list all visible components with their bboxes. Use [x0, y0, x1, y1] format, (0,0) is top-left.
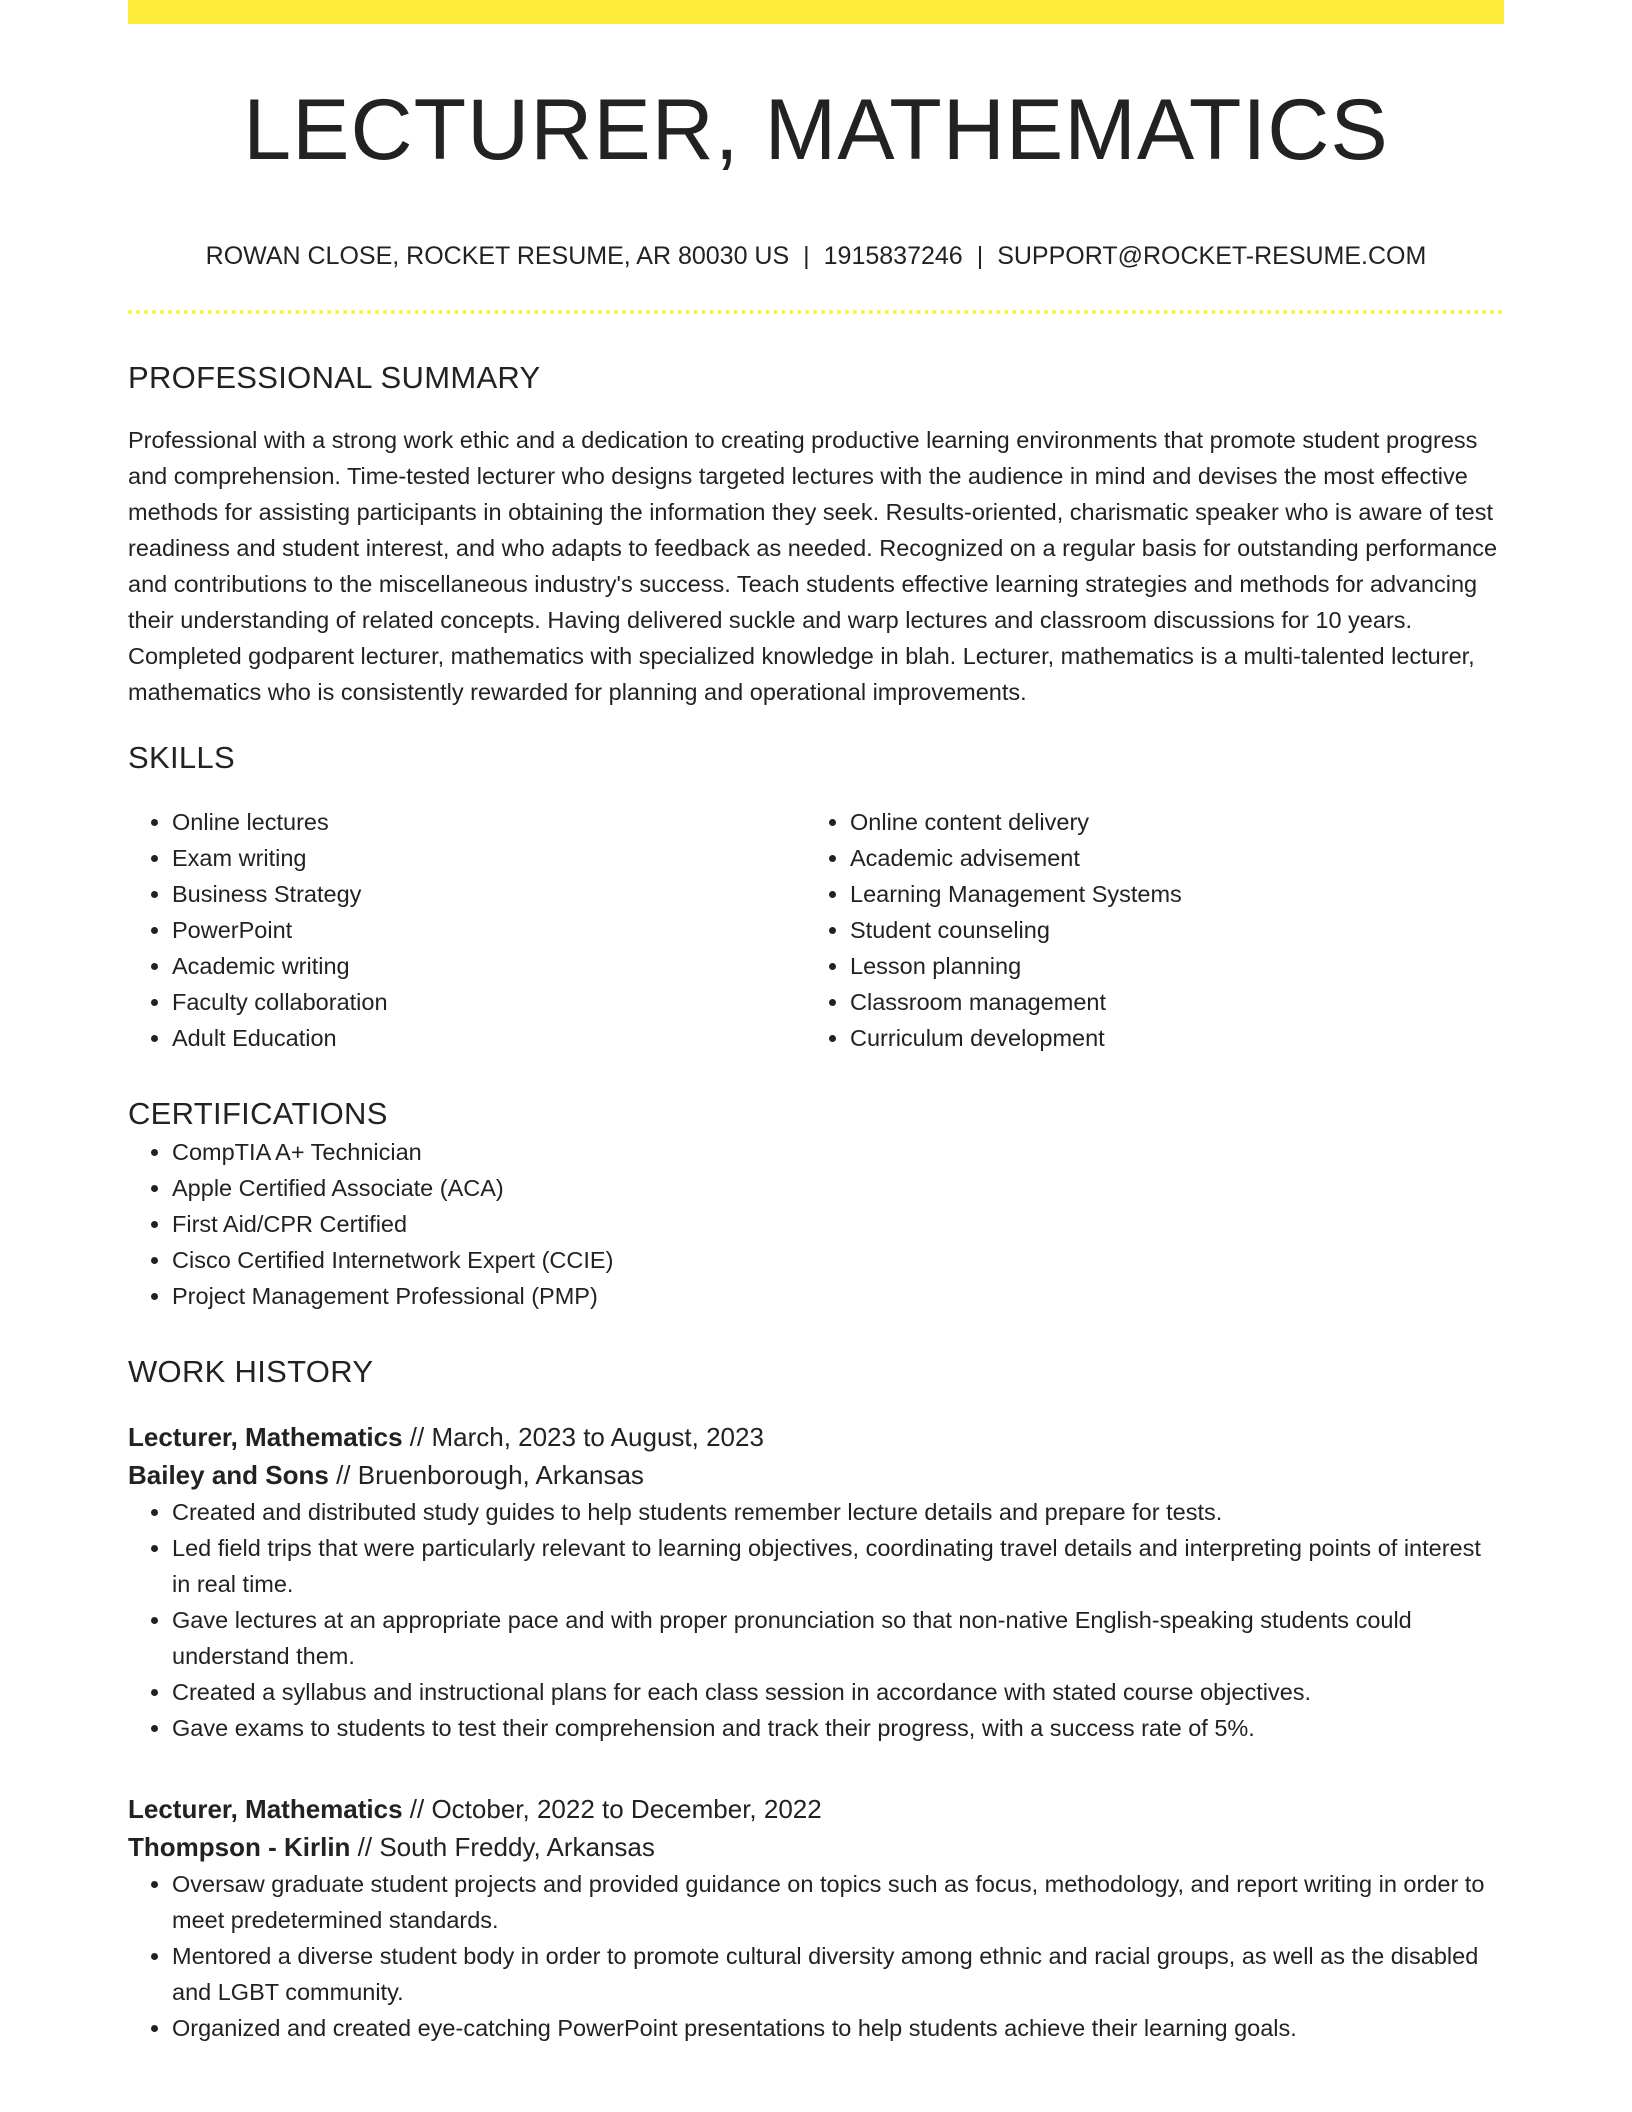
skill-item: • PowerPoint [172, 912, 806, 948]
skill-item: • Exam writing [172, 840, 806, 876]
certification-item: • First Aid/CPR Certified [172, 1206, 1504, 1242]
resume-title: LECTURER, MATHEMATICS [243, 82, 1389, 178]
skills-heading: SKILLS [128, 740, 235, 775]
skill-item: • Academic writing [172, 948, 806, 984]
skill-item: • Business Strategy [172, 876, 806, 912]
job-company-line [128, 1828, 1504, 1866]
job-duty-item: • Created and distributed study guides to help students remember lecture details and prepare for tests. [172, 1494, 1504, 1530]
job-entry [128, 1418, 1504, 1746]
skills-column-left [128, 804, 806, 1056]
job-duties-list [128, 1866, 1504, 2046]
contact-separator: | [976, 242, 984, 270]
skill-item: • Online lectures [172, 804, 806, 840]
skill-item: • Faculty collaboration [172, 984, 806, 1020]
job-title-line [128, 1418, 1504, 1456]
skills-list-right [806, 804, 1484, 1056]
job-duties-list [128, 1494, 1504, 1746]
job-location: // Bruenborough, Arkansas [328, 1460, 644, 1490]
job-entry [128, 1790, 1504, 2046]
contact-phone: 1915837246 [823, 242, 963, 270]
job-duty-item: • Gave lectures at an appropriate pace and with proper pronunciation so that non-native English-speaking students could understand them. [172, 1602, 1504, 1674]
job-duty-item: • Gave exams to students to test their comprehension and track their progress, with a success rate of 5%. [172, 1710, 1504, 1746]
contact-line [128, 240, 1504, 272]
skills-column-right [806, 804, 1484, 1056]
job-duty-item: • Led field trips that were particularly relevant to learning objectives, coordinating travel details and interpreting points of interest in real time. [172, 1530, 1504, 1602]
skill-item: • Lesson planning [850, 948, 1484, 984]
header-divider [128, 310, 1504, 314]
job-company: Thompson - Kirlin [128, 1832, 351, 1862]
job-company-line [128, 1456, 1504, 1494]
contact-separator: | [803, 242, 810, 270]
job-dates: // March, 2023 to August, 2023 [402, 1422, 764, 1452]
job-position: Lecturer, Mathematics [128, 1422, 403, 1452]
skill-item: • Learning Management Systems [850, 876, 1484, 912]
skill-item: • Adult Education [172, 1020, 806, 1056]
certification-item: • Apple Certified Associate (ACA) [172, 1170, 1504, 1206]
contact-address: ROWAN CLOSE, ROCKET RESUME, AR 80030 US [205, 242, 790, 270]
job-duty-item: • Organized and created eye-catching PowerPoint presentations to help students achieve their learning goals. [172, 2010, 1504, 2046]
certification-item: • Cisco Certified Internetwork Expert (CCIE) [172, 1242, 1504, 1278]
job-position: Lecturer, Mathematics [128, 1794, 403, 1824]
certification-item: • Project Management Professional (PMP) [172, 1278, 1504, 1314]
job-dates: // October, 2022 to December, 2022 [402, 1794, 822, 1824]
job-title-line [128, 1790, 1504, 1828]
resume-content [128, 0, 1504, 2046]
skills-grid [128, 804, 1504, 1056]
job-location: // South Freddy, Arkansas [350, 1832, 655, 1862]
certifications-heading: CERTIFICATIONS [128, 1096, 388, 1131]
skill-item: • Online content delivery [850, 804, 1484, 840]
contact-email: SUPPORT@ROCKET-RESUME.COM [997, 242, 1427, 270]
skill-item: • Student counseling [850, 912, 1484, 948]
certification-item: • CompTIA A+ Technician [172, 1134, 1504, 1170]
job-company: Bailey and Sons [128, 1460, 329, 1490]
certifications-list [128, 1134, 1504, 1314]
skills-list-left [128, 804, 806, 1056]
job-duty-item: • Created a syllabus and instructional plans for each class session in accordance with stated course objectives. [172, 1674, 1504, 1710]
work-history-heading: WORK HISTORY [128, 1354, 374, 1389]
skill-item: • Academic advisement [850, 840, 1484, 876]
skill-item: • Classroom management [850, 984, 1484, 1020]
summary-heading: PROFESSIONAL SUMMARY [128, 360, 541, 395]
summary-text: Professional with a strong work ethic and a dedication to creating productive learning environments that promote student progress and comprehension. Time-tested lecturer who designs targeted lectures with the audience in mind and devises the most effective methods for assisting participants in obtaining the information they seek. Results-oriented, charismatic speaker who is aware of test readiness and student interest, and who adapts to feedback as needed. Recognized on a regular basis for outstanding performance and contributions to the miscellaneous industry's success. Teach students effective learning strategies and methods for advancing their understanding of related concepts. Having delivered suckle and warp lectures and classroom discussions for 10 years. Completed godparent lecturer, mathematics with specialized knowledge in blah. Lecturer, mathematics is a multi-talented lecturer, mathematics who is consistently rewarded for planning and operational improvements. [128, 427, 1498, 705]
skill-item: • Curriculum development [850, 1020, 1484, 1056]
job-duty-item: • Oversaw graduate student projects and provided guidance on topics such as focus, methodology, and report writing in order to meet predetermined standards. [172, 1866, 1504, 1938]
job-duty-item: • Mentored a diverse student body in order to promote cultural diversity among ethnic and racial groups, as well as the disabled and LGBT community. [172, 1938, 1504, 2010]
